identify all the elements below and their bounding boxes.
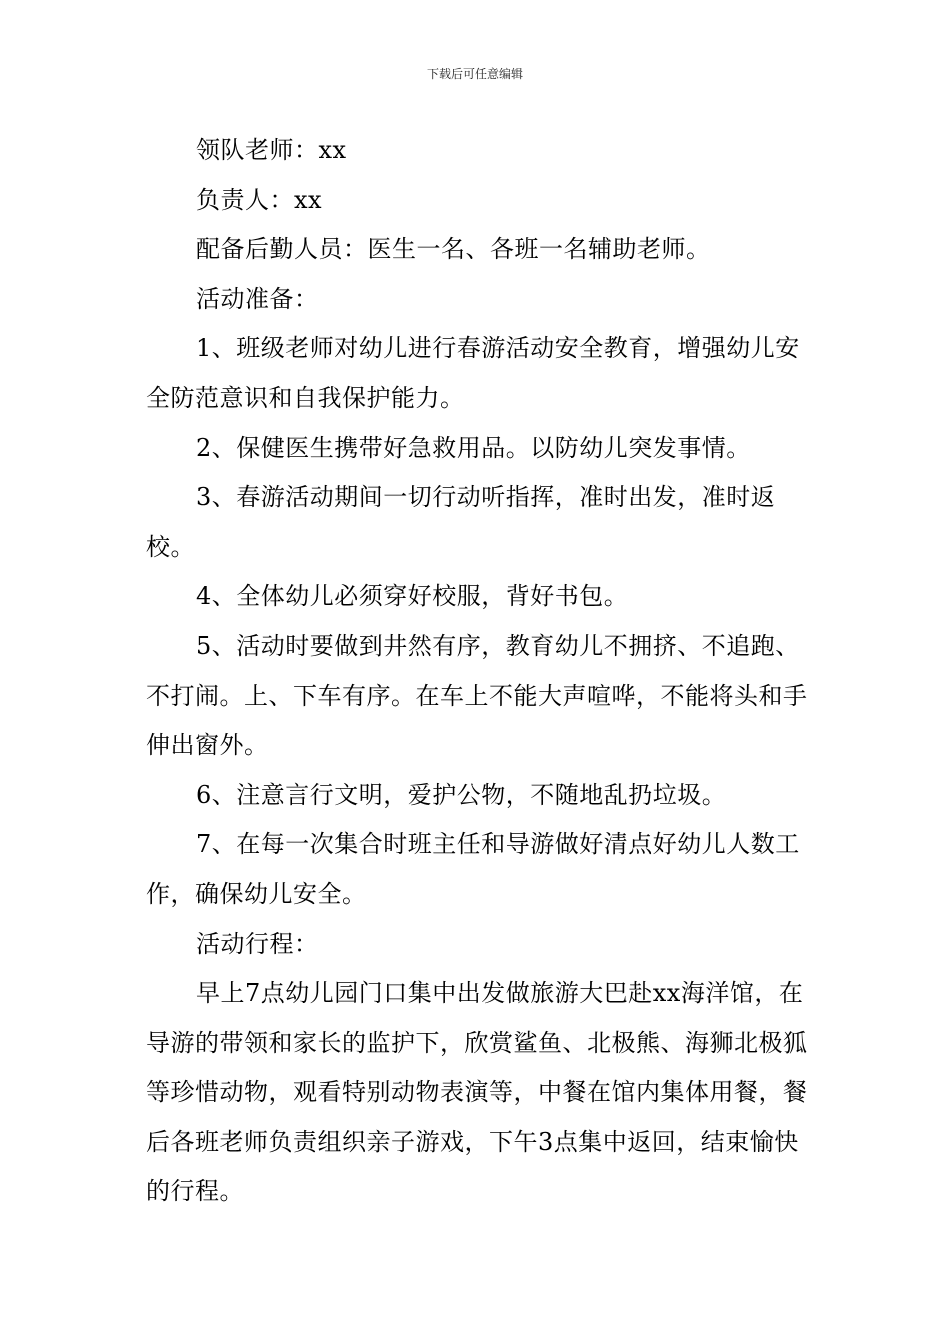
preparation-item-1: 1、班级老师对幼儿进行春游活动安全教育，增强幼儿安全防范意识和自我保护能力。 bbox=[146, 334, 800, 412]
leader-teacher-line: 领队老师：xx bbox=[196, 136, 347, 164]
preparation-item-4: 4、全体幼儿必须穿好校服，背好书包。 bbox=[196, 582, 629, 611]
preparation-item-2: 2、保健医生携带好急救用品。以防幼儿突发事情。 bbox=[196, 433, 751, 462]
itinerary-heading: 活动行程： bbox=[196, 929, 319, 958]
logistics-staff-line: 配备后勤人员：医生一名、各班一名辅助老师。 bbox=[196, 235, 711, 264]
document-body bbox=[146, 126, 810, 1217]
itinerary-paragraph: 早上7点幼儿园门口集中出发做旅游大巴赴xx海洋馆，在导游的带领和家长的监护下，欣赏鲨鱼、北极熊、海狮北极狐等珍惜动物，观看特别动物表演等，中餐在馆内集体用餐，餐后各班老师负责组织亲子游戏，下午3点集中返回，结束愉快的行程。 bbox=[146, 979, 808, 1206]
preparation-item-3: 3、春游活动期间一切行动听指挥，准时出发，准时返校。 bbox=[146, 483, 776, 561]
person-in-charge-line: 负责人：xx bbox=[196, 185, 323, 214]
activity-preparation-heading: 活动准备： bbox=[196, 284, 319, 313]
page-header: 下载后可任意编辑 bbox=[426, 67, 523, 81]
preparation-item-6: 6、注意言行文明，爱护公物，不随地乱扔垃圾。 bbox=[196, 780, 727, 809]
preparation-item-5: 5、活动时要做到井然有序，教育幼儿不拥挤、不追跑、不打闹。上、下车有序。在车上不能大声喧哗，不能将头和手伸出窗外。 bbox=[146, 631, 808, 760]
preparation-item-7: 7、在每一次集合时班主任和导游做好清点好幼儿人数工作，确保幼儿安全。 bbox=[146, 830, 800, 908]
